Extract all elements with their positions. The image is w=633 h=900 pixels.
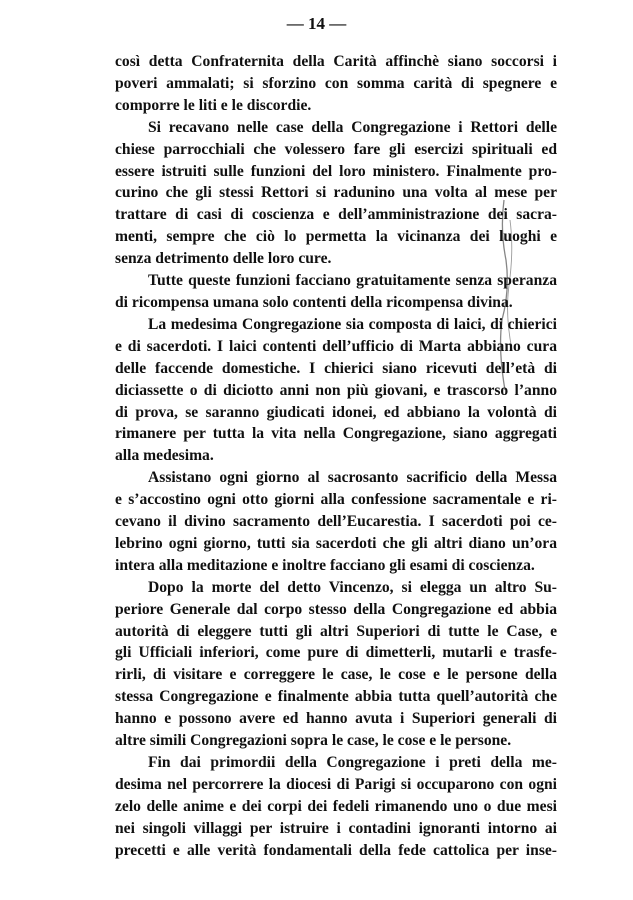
text-line: e s’accostino ogni otto giorni alla confessione sacramentale e ri- [115,491,557,509]
paragraph [115,51,557,117]
text-line: gli Ufficiali inferiori, come pure di dimetterli, mutarli e trasfe- [115,644,557,662]
text-line: autorità di eleggere tutti gli altri Superiori di tutte le Case, e [115,622,557,640]
paragraph [115,270,557,314]
text-line: stessa Congregazione e finalmente abbia tutta quell’autorità che [115,688,557,706]
paragraph [115,752,557,862]
text-line: menti, sempre che ciò lo permetta la vicinanza dei luoghi e [115,228,557,246]
paragraph [115,117,557,270]
text-line: Dopo la morte del detto Vincenzo, si elegga un altro Su- [148,578,557,596]
paragraph [115,577,557,752]
text-line: diciassette o di diciotto anni non più giovani, e trascorso l’anno [115,381,557,399]
text-line: cevano il divino sacramento dell’Eucarestia. I sacerdoti poi ce- [115,513,557,531]
body-text [115,51,557,862]
text-line: intera alla meditazione e inoltre facciano gli esami di coscienza. [115,556,535,574]
paragraph [115,314,557,467]
text-line: precetti e alle verità fondamentali della fede cattolica per inse- [115,841,557,859]
text-line: trattare di casi di coscienza e dell’amministrazione dei sacra- [115,206,557,224]
text-line: delle faccende domestiche. I chierici siano ricevuti dell’età di [115,359,557,377]
text-line: hanno e possono avere ed hanno avuta i Superiori generali di [115,710,557,728]
text-line: rimanere per tutta la vita nella Congregazione, siano aggregati [115,425,557,443]
text-line: Fin dai primordii della Congregazione i preti della me- [148,754,557,771]
text-line: alla medesima. [115,447,214,465]
text-line: essere istruiti sulle funzioni del loro ministero. Finalmente pro- [115,162,557,180]
text-line: desima nel percorrere la diocesi di Parigi si occuparono con ogni [115,775,557,793]
text-line: rirli, di visitare e correggere le case, le cose e le persone della [115,666,557,684]
text-line: di ricompensa umana solo contenti della ricompensa divina. [115,293,513,311]
text-line: nei singoli villaggi per istruire i contadini ignoranti intorno ai [115,819,557,837]
text-line: Tutte queste funzioni facciano gratuitamente senza speranza [148,272,557,290]
text-line: così detta Confraternita della Carità affinchè siano soccorsi i [115,53,557,70]
text-line: altre simili Congregazioni sopra le case, le cose e le persone. [115,732,512,750]
text-line: La medesima Congregazione sia composta di laici, di chierici [148,315,557,333]
page-number: — 14 — [286,14,347,33]
text-line: lebrino ogni giorno, tutti sia sacerdoti che gli altri diano un’ora [115,534,557,552]
text-line: di prova, se saranno giudicati idonei, ed abbiano la volontà di [115,403,557,421]
text-line: curino che gli stessi Rettori si radunino una volta al mese per [115,184,557,202]
text-line: poveri ammalati; si sforzino con somma carità di spegnere e [115,74,557,92]
text-line: chiese parrocchiali che volessero fare gli esercizi spirituali ed [115,140,557,158]
text-line: e di sacerdoti. I laici contenti dell’ufficio di Marta abbiano cura [115,337,557,355]
text-line: comporre le liti e le discordie. [115,96,312,114]
text-line: periore Generale dal corpo stesso della Congregazione ed abbia [115,600,557,618]
text-line: senza detrimento delle loro cure. [115,250,332,268]
paragraph [115,467,557,577]
text-line: Si recavano nelle case della Congregazione i Rettori delle [148,118,557,136]
text-line: Assistano ogni giorno al sacrosanto sacrificio della Messa [148,469,557,487]
text-line: zelo delle anime e dei corpi dei fedeli rimanendo uno o due mesi [115,797,557,815]
